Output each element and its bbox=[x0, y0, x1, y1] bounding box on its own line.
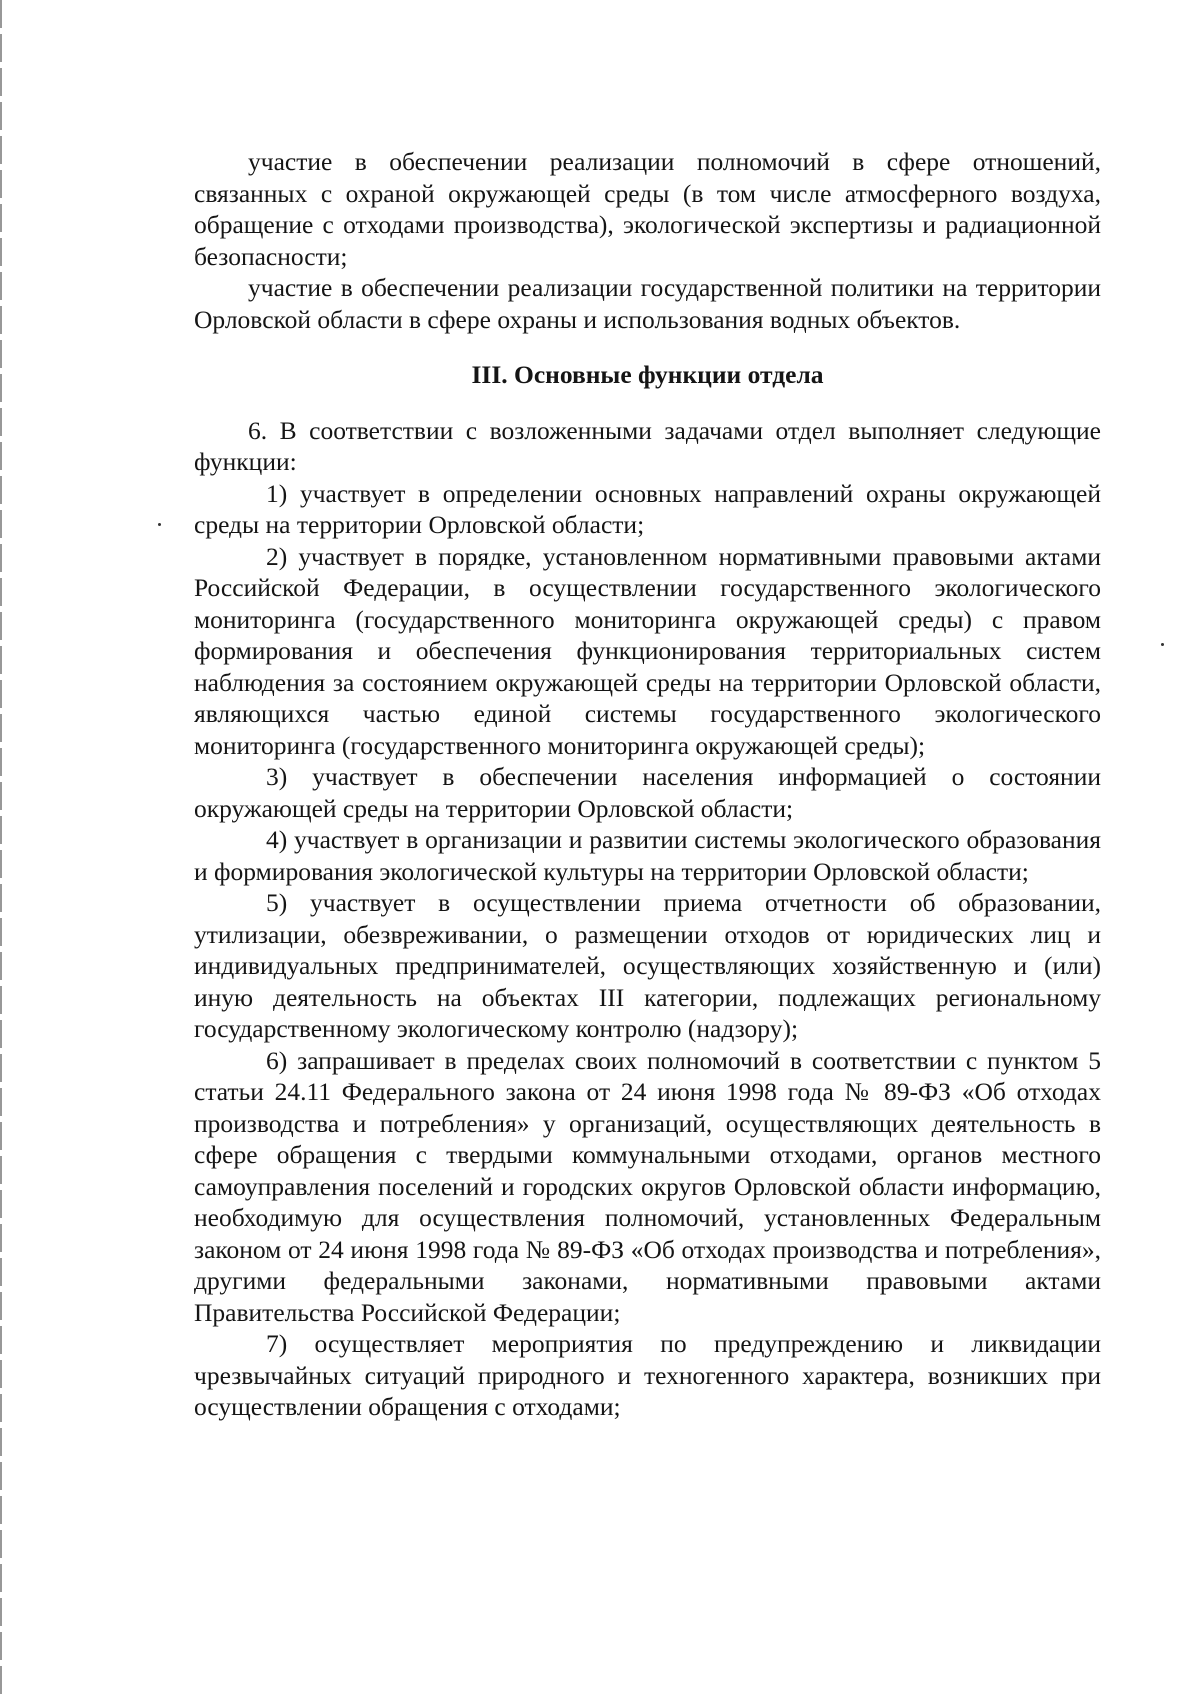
intro-paragraph-2: участие в обеспечении реализации государственной политики на территории Орловской области в сфере охраны и использования водных объектов. bbox=[194, 273, 1101, 334]
function-item-3: 3) участвует в обеспечении населения информацией о состоянии окружающей среды на территории Орловской области; bbox=[194, 762, 1101, 823]
intro-paragraph-1: участие в обеспечении реализации полномочий в сфере отношений, связанных с охраной окружающей среды (в том числе атмосферного воздуха, обращение с отходами производства), экологической экспертизы и радиационной безопасности; bbox=[194, 147, 1101, 271]
document-page bbox=[194, 146, 1101, 1423]
section-heading: III. Основные функции отдела bbox=[471, 360, 824, 389]
scan-speck bbox=[1161, 643, 1164, 646]
function-item-5: 5) участвует в осуществлении приема отчетности об образовании, утилизации, обезвреживании, о размещении отходов от юридических лиц и индивидуальных предпринимателей, осуществляющих хозяйственную и (или) иную деятельность на объектах III категории, подлежащих региональному государственному экологическому контролю (надзору); bbox=[194, 888, 1101, 1043]
clause-6: 6. В соответствии с возложенными задачами отдел выполняет следующие функции: bbox=[194, 415, 1101, 476]
function-item-7: 7) осуществляет мероприятия по предупреждению и ликвидации чрезвычайных ситуаций природного и техногенного характера, возникших при осуществлении обращения с отходами; bbox=[194, 1329, 1101, 1421]
function-item-1: 1) участвует в определении основных направлений охраны окружающей среды на территории Орловской области; bbox=[194, 478, 1101, 539]
scan-speck bbox=[158, 523, 161, 526]
function-item-2: 2) участвует в порядке, установленном нормативными правовыми актами Российской Федерации, в осуществлении государственного экологического мониторинга (государственного мониторинга окружающей среды) с правом формирования и обеспечения функционирования территориальных систем наблюдения за состоянием окружающей среды на территории Орловской области, являющихся частью единой системы государственного экологического мониторинга (государственного мониторинга окружающей среды); bbox=[194, 541, 1101, 760]
scan-edge-artifact bbox=[0, 0, 2, 1695]
function-item-6: 6) запрашивает в пределах своих полномочий в соответствии с пунктом 5 статьи 24.11 Федерального закона от 24 июня 1998 года № 89-ФЗ «Об отходах производства и потребления» у организаций, осуществляющих деятельность в сфере обращения с твердыми коммунальными отходами, органов местного самоуправления поселений и городских округов Орловской области информацию, необходимую для осуществления полномочий, установленных Федеральным законом от 24 июня 1998 года № 89-ФЗ «Об отходах производства и потребления», другими федеральными законами, нормативными правовыми актами Правительства Российской Федерации; bbox=[194, 1045, 1101, 1327]
function-item-4: 4) участвует в организации и развитии системы экологического образования и формирования экологической культуры на территории Орловской области; bbox=[194, 825, 1101, 886]
